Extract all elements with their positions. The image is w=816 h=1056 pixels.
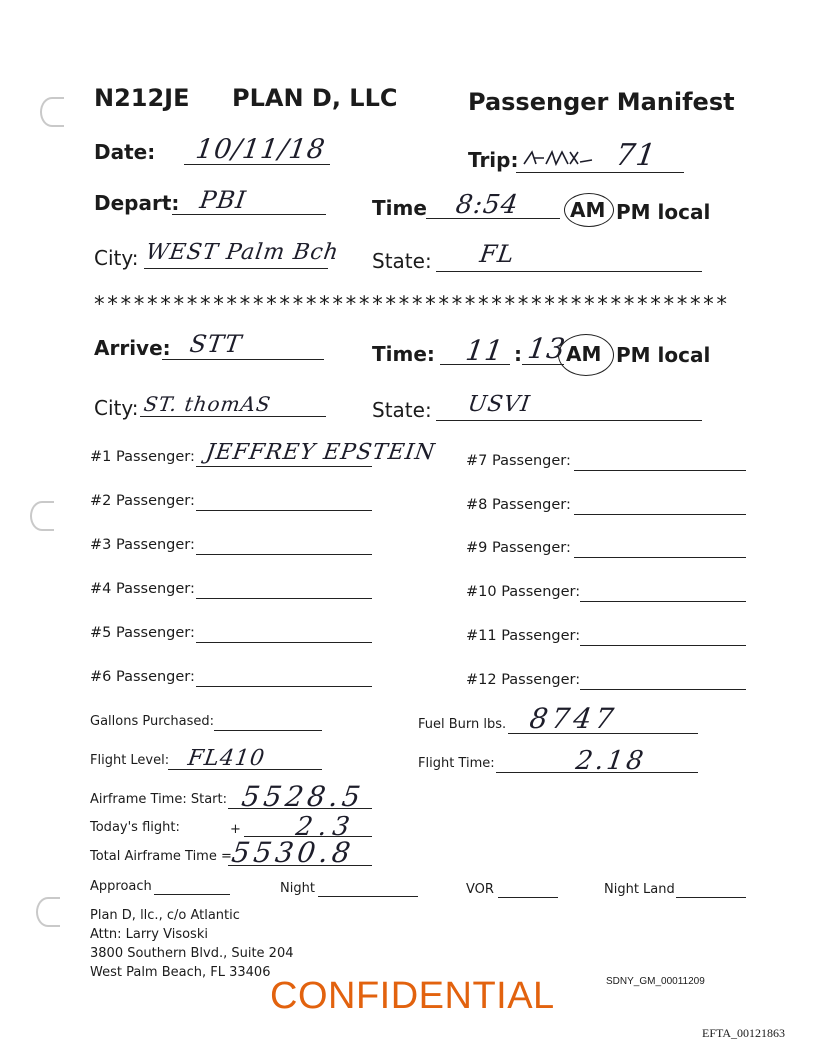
passenger-9-line — [574, 557, 746, 558]
today-flight-value: 2.3 — [293, 812, 358, 842]
fuel-burn-line — [508, 733, 698, 734]
airframe-start-value: 5528.5 — [239, 780, 367, 813]
passenger-6-label: #6 Passenger: — [90, 669, 195, 685]
passenger-1-line — [196, 466, 372, 467]
company-name: PLAN D, LLC — [232, 84, 398, 112]
address-line-2: Attn: Larry Visoski — [90, 927, 208, 942]
passenger-12-label: #12 Passenger: — [466, 672, 581, 688]
arrive-city-line — [140, 416, 326, 417]
bates-number: SDNY_GM_00011209 — [606, 976, 705, 987]
date-label: Date: — [94, 140, 156, 164]
arrive-line — [162, 359, 324, 360]
trip-scribble — [522, 146, 596, 170]
passenger-5-label: #5 Passenger: — [90, 625, 195, 641]
arrive-city-label: City: — [94, 396, 139, 420]
address-line-3: 3800 Southern Blvd., Suite 204 — [90, 946, 294, 961]
arrive-hour-line — [440, 364, 510, 365]
passenger-9-label: #9 Passenger: — [466, 540, 571, 556]
passenger-12-line — [580, 689, 746, 690]
depart-label: Depart: — [94, 191, 180, 215]
trip-value: 71 — [613, 138, 659, 173]
passenger-4-label: #4 Passenger: — [90, 581, 195, 597]
passenger-5-line — [196, 642, 372, 643]
arrive-state-label: State: — [372, 398, 432, 422]
passenger-6-line — [196, 686, 372, 687]
flight-time-line — [496, 772, 698, 773]
arrive-time-label: Time: — [372, 342, 435, 366]
arrive-minute: 13 — [525, 332, 568, 365]
vor-line — [498, 897, 558, 898]
depart-city-label: City: — [94, 246, 139, 270]
binder-hole-middle — [30, 501, 54, 531]
tail-number: N212JE — [94, 84, 190, 112]
flight-time-label: Flight Time: — [418, 756, 495, 771]
passenger-1-label: #1 Passenger: — [90, 449, 195, 465]
vor-label: VOR — [466, 882, 494, 897]
depart-city-value: WEST Palm Bch — [144, 240, 341, 265]
passenger-1-value: JEFFREY EPSTEIN — [204, 440, 437, 465]
arrive-city-value: ST. thomAS — [142, 392, 273, 416]
today-flight-plus: + — [230, 822, 241, 837]
depart-am: AM — [570, 198, 606, 222]
arrive-state-line — [436, 420, 702, 421]
passenger-4-line — [196, 598, 372, 599]
efta-number: EFTA_00121863 — [702, 1026, 786, 1040]
arrive-state-value: USVI — [466, 392, 532, 417]
date-line — [184, 164, 330, 165]
arrive-minute-line — [522, 364, 564, 365]
trip-label: Trip: — [468, 148, 519, 172]
depart-time-line — [426, 218, 560, 219]
total-airframe-value: 5530.8 — [229, 836, 357, 869]
address-line-4: West Palm Beach, FL 33406 — [90, 965, 271, 980]
depart-time-label: Time — [372, 196, 427, 220]
passenger-3-label: #3 Passenger: — [90, 537, 195, 553]
depart-time-value: 8:54 — [453, 190, 521, 220]
night-land-label: Night Land — [604, 882, 675, 897]
trip-line — [516, 172, 684, 173]
depart-pm-local: PM local — [616, 200, 711, 224]
arrive-value: STT — [188, 330, 244, 358]
passenger-8-label: #8 Passenger: — [466, 497, 571, 513]
flight-level-label: Flight Level: — [90, 753, 170, 768]
flight-level-line — [168, 769, 322, 770]
separator: ************************************************ — [93, 292, 729, 316]
fuel-burn-value: 8747 — [527, 702, 620, 735]
depart-state-label: State: — [372, 249, 432, 273]
passenger-10-line — [580, 601, 746, 602]
night-land-line — [676, 897, 746, 898]
form-title: Passenger Manifest — [468, 88, 735, 116]
binder-hole-bottom — [36, 897, 60, 927]
night-line — [318, 896, 418, 897]
confidential-stamp: CONFIDENTIAL — [270, 975, 555, 1017]
passenger-7-label: #7 Passenger: — [466, 453, 571, 469]
date-value: 10/11/18 — [193, 134, 328, 165]
binder-hole-top — [40, 97, 64, 127]
passenger-8-line — [574, 514, 746, 515]
passenger-11-label: #11 Passenger: — [466, 628, 581, 644]
passenger-11-line — [580, 645, 746, 646]
arrive-label: Arrive: — [94, 336, 171, 360]
depart-state-line — [436, 271, 702, 272]
passenger-2-label: #2 Passenger: — [90, 493, 195, 509]
arrive-am: AM — [566, 342, 602, 366]
arrive-colon: : — [514, 342, 522, 366]
depart-city-line — [144, 268, 328, 269]
approach-line — [154, 894, 230, 895]
today-flight-label: Today's flight: — [90, 820, 180, 835]
passenger-3-line — [196, 554, 372, 555]
passenger-10-label: #10 Passenger: — [466, 584, 581, 600]
passenger-7-line — [574, 470, 746, 471]
depart-state-value: FL — [478, 240, 517, 268]
flight-time-value: 2.18 — [573, 746, 648, 776]
total-airframe-label: Total Airframe Time = — [90, 849, 232, 864]
night-label: Night — [280, 881, 315, 896]
address-line-1: Plan D, llc., c/o Atlantic — [90, 908, 240, 923]
approach-label: Approach — [90, 879, 152, 894]
gallons-line — [214, 730, 322, 731]
total-airframe-line — [228, 865, 372, 866]
airframe-start-label: Airframe Time: Start: — [90, 792, 227, 807]
depart-line — [172, 214, 326, 215]
flight-level-value: FL410 — [186, 746, 267, 771]
gallons-label: Gallons Purchased: — [90, 714, 215, 729]
depart-value: PBI — [198, 186, 249, 214]
arrive-pm-local: PM local — [616, 343, 711, 367]
fuel-burn-label: Fuel Burn lbs. — [418, 717, 507, 732]
passenger-2-line — [196, 510, 372, 511]
airframe-start-line — [228, 808, 372, 809]
arrive-hour: 11 — [463, 334, 506, 367]
